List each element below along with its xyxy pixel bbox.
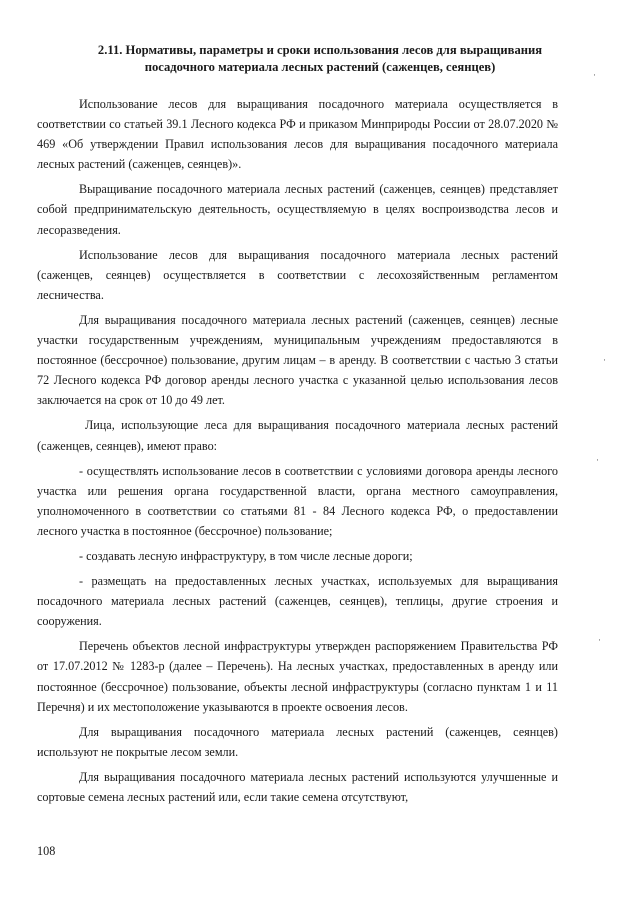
scan-speck: · <box>603 355 606 365</box>
page-number: 108 <box>37 844 56 858</box>
list-item: - размещать на предоставленных лесных участках, используемых для выращивания посадочного материала лесных растений (саженцев, сеянцев), теплицы, другие строения и сооружения. <box>37 574 558 629</box>
document-body <box>37 94 558 807</box>
paragraph: Перечень объектов лесной инфраструктуры утвержден распоряжением Правительства РФ от 17.07.2012 № 1283-р (далее – Перечень). На лесных участках, предоставленных в аренду или постоянное (бессрочное) пользование, объекты лесной инфраструктуры (согласно пунктам 1 и 11 Перечня) и их местоположение указываются в проекте освоения лесов. <box>37 639 558 714</box>
paragraph: Для выращивания посадочного материала лесных растений (саженцев, сеянцев) лесные участки государственным учреждениям, муниципальным учреждениям предоставляются в постоянное (бессрочное) пользование, другим лицам – в аренду. В соответствии с частью 3 статьи 72 Лесного кодекса РФ договор аренды лесного участка с указанной целью использования лесов заключается на срок от 10 до 49 лет. <box>37 312 558 408</box>
scan-speck: · <box>593 70 596 80</box>
heading-line-2: посадочного материала лесных растений (саженцев, сеянцев) <box>144 60 496 74</box>
heading-line-1: 2.11. Нормативы, параметры и сроки использования лесов для выращивания <box>97 43 543 57</box>
paragraph: Лица, использующие леса для выращивания посадочного материала лесных растений (саженцев, сеянцев), имеют право: <box>37 418 558 453</box>
paragraph: Для выращивания посадочного материала лесных растений (саженцев, сеянцев) используют не покрытые лесом земли. <box>37 724 558 759</box>
list-item: - создавать лесную инфраструктуру, в том числе лесные дороги; <box>79 548 413 563</box>
list-item: - осуществлять использование лесов в соответствии с условиями договора аренды лесного участка или решения органа государственной власти, органа местного самоуправления, уполномоченного в соответствии со статьями 81 - 84 Лесного кодекса РФ, о предоставлении лесного участка в постоянное (бессрочное) пользование; <box>37 463 558 538</box>
scan-speck: · <box>598 635 601 645</box>
paragraph: Использование лесов для выращивания посадочного материала лесных растений (саженцев, сеянцев) осуществляется в соответствии с лесохозяйственным регламентом лесничества. <box>37 247 558 302</box>
paragraph: Для выращивания посадочного материала лесных растений используются улучшенные и сортовые семена лесных растений или, если такие семена отсутствуют, <box>37 769 558 804</box>
section-heading <box>60 42 580 76</box>
paragraph: Выращивание посадочного материала лесных растений (саженцев, сеянцев) представляет собой предпринимательскую деятельность, осуществляемую в целях воспроизводства лесов и лесоразведения. <box>37 182 558 237</box>
paragraph: Использование лесов для выращивания посадочного материала осуществляется в соответствии со статьей 39.1 Лесного кодекса РФ и приказом Минприроды России от 28.07.2020 № 469 «Об утверждении Правил использования лесов для выращивания посадочного материала лесных растений (саженцев, сеянцев)». <box>37 97 558 172</box>
scan-speck: · <box>596 455 599 465</box>
